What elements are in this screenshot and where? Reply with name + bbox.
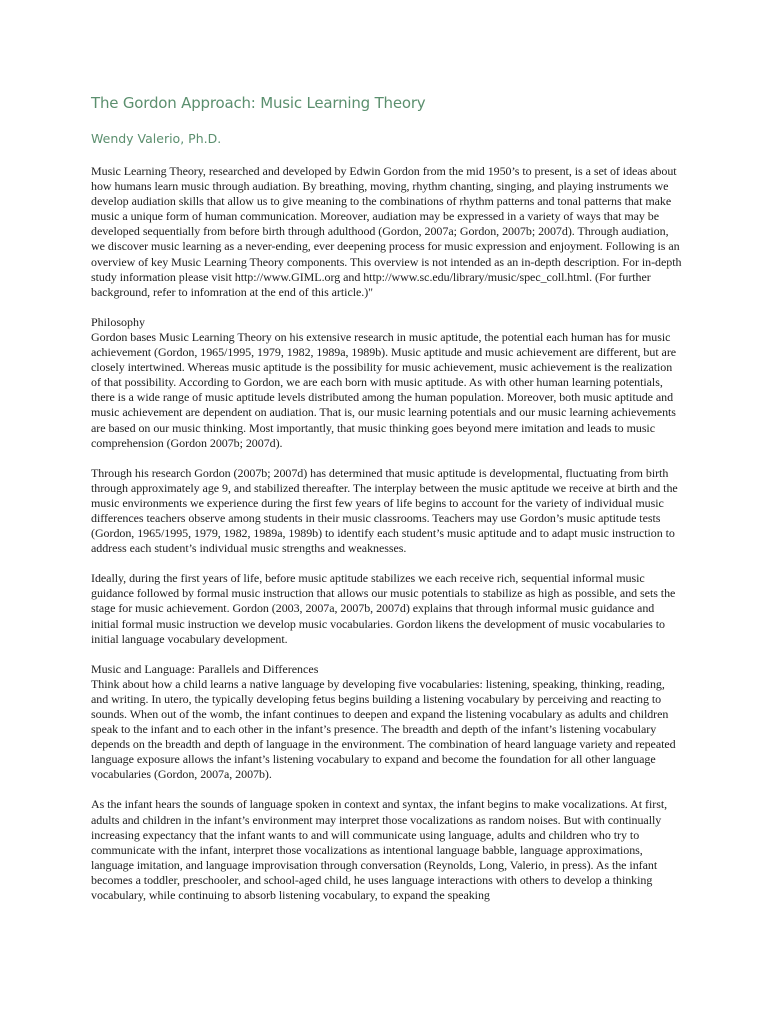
section-heading-philosophy: Philosophy bbox=[91, 314, 146, 329]
philosophy-paragraph-2: Through his research Gordon (2007b; 2007d) has determined that music aptitude is developmental, fluctuating from birth through approximately age 9, and stabilized thereafter. The interplay between the music aptitude we receive at birth and the music environments we experience during the first few years of life begins to account for the variety of individual music differences teachers observe among students in their music classrooms. Teachers may use Gordon’s music aptitude tests (Gordon, 1965/1995, 1979, 1982, 1989a, 1989b) to identify each student’s music aptitude and to adapt music instruction to address each student’s individual music strengths and weaknesses. bbox=[91, 465, 678, 556]
philosophy-paragraph-3: Ideally, during the first years of life, before music aptitude stabilizes we each receive rich, sequential informal music guidance followed by formal music instruction that allows our music potentials to stabilize as high as possible, and sets the stage for music achievement. Gordon (2003, 2007a, 2007b, 2007d) explains that through informal music guidance and initial formal music instruction we develop music vocabularies. Gordon likens the development of music vocabularies to initial language vocabulary development. bbox=[91, 571, 676, 646]
section-heading-music-and-language: Music and Language: Parallels and Differences bbox=[91, 661, 319, 676]
language-paragraph-2: As the infant hears the sounds of language spoken in context and syntax, the infant begins to make vocalizations. At first, adults and children in the infant’s environment may interpret those vocalizations as random noises. But with continually increasing expectancy that the infant wants to and will communicate using language, adults and children who try to communicate with the infant, interpret those vocalizations as intentional language babble, language approximations, language imitation, and language improvisation through conversation (Reynolds, Long, Valerio, in press). As the infant becomes a toddler, preschooler, and school-aged child, he uses language interactions with others to develop a thinking vocabulary, while continuing to absorb listening vocabulary, to expand the speaking bbox=[91, 797, 668, 903]
language-paragraph-1: Think about how a child learns a native language by developing five vocabularies: listening, speaking, thinking, reading, and writing. In utero, the typically developing fetus begins building a listening vocabulary by perceiving and reacting to sounds. When out of the womb, the infant continues to deepen and expand the listening vocabulary as adults and children speak to the infant and to each other in the infant’s presence. The breadth and depth of the infant’s listening vocabulary depends on the breadth and depth of language in the environment. The combination of heard language variety and repeated language exposure allows the infant’s listening vocabulary to expand and become the foundation for all other language vocabularies (Gordon, 2007a, 2007b). bbox=[91, 676, 676, 782]
philosophy-paragraph-1: Gordon bases Music Learning Theory on his extensive research in music aptitude, the potential each human has for music achievement (Gordon, 1965/1995, 1979, 1982, 1989a, 1989b). Music aptitude and music achievement are different, but are closely intertwined. Whereas music aptitude is the possibility for music achievement, music achievement is the realization of that possibility. According to Gordon, we are each born with music aptitude. As with other human learning potentials, there is a wide range of music aptitude levels distributed among the human population. Moreover, both music aptitude and music achievement are dependent on audiation. That is, our music learning potentials and our music learning achievements are based on our music thinking. Most importantly, that music thinking goes beyond mere imitation and leads to music comprehension (Gordon 2007b; 2007d). bbox=[91, 329, 677, 450]
document-author: Wendy Valerio, Ph.D. bbox=[91, 131, 222, 146]
intro-paragraph: Music Learning Theory, researched and developed by Edwin Gordon from the mid 1950’s to present, is a set of ideas about how humans learn music through audiation. By breathing, moving, rhythm chanting, singing, and playing instruments we develop audiation skills that allow us to give meaning to the combinations of rhythm patterns and tonal patterns that make music a unique form of human communication. Moreover, audiation may be expressed in a variety of ways that may be developed sequentially from before birth through adulthood (Gordon, 2007a; Gordon, 2007b; 2007d). Through audiation, we discover music learning as a never-ending, ever deepening process for music expression and enjoyment. Following is an overview of key Music Learning Theory components. This overview is not intended as an in-depth description. For in-depth study information please visit http://www.GIML.org and http://www.sc.edu/library/music/spec_coll.html. (For further background, refer to infomration at the end of this article.)" bbox=[91, 164, 682, 299]
document-body bbox=[91, 94, 684, 918]
document-title: The Gordon Approach: Music Learning Theory bbox=[91, 94, 426, 112]
